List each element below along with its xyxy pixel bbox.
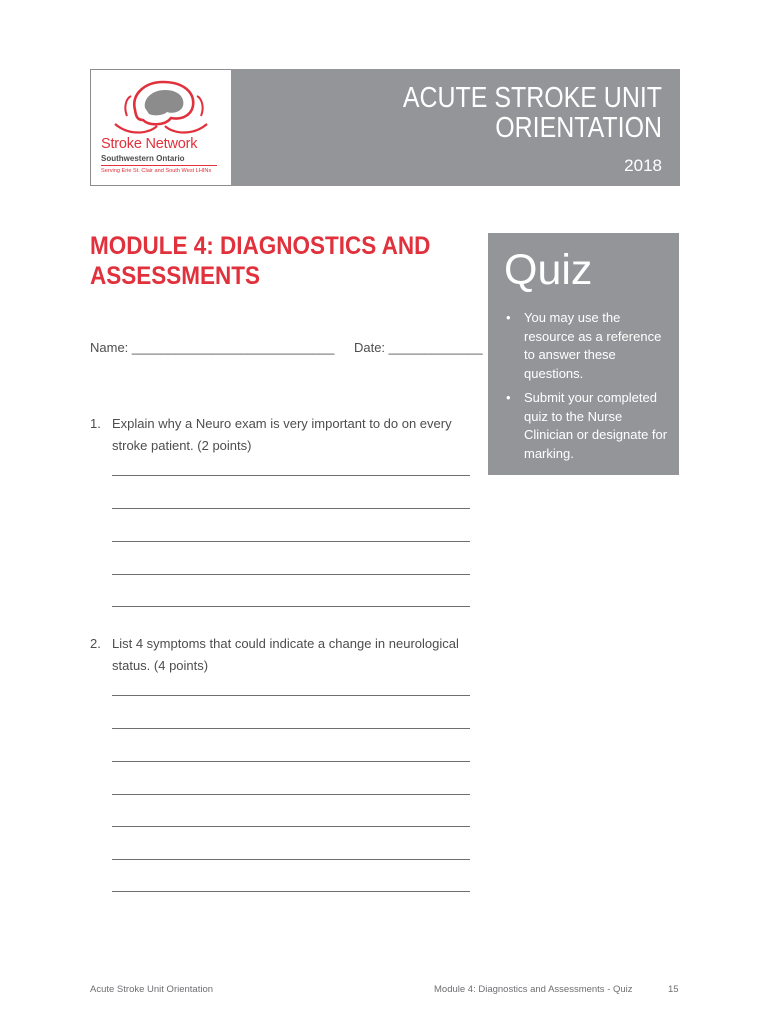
date-field[interactable]: Date: _____________ [353,340,483,355]
document-header [90,69,680,186]
quiz-instructions [504,309,672,469]
footer-document-name: Acute Stroke Unit Orientation [90,984,214,995]
document-title: ACUTE STROKE UNIT ORIENTATION [402,82,662,144]
page-number: 15 [668,984,679,995]
answer-line[interactable] [112,794,470,795]
answer-line[interactable] [112,826,470,827]
answer-line[interactable] [112,891,470,892]
quiz-panel [488,233,679,475]
answer-line[interactable] [112,541,470,542]
quiz-instruction-item [504,389,672,463]
header-band [231,69,680,186]
footer-section-name: Module 4: Diagnostics and Assessments - Quiz [434,984,633,995]
answer-line[interactable] [112,606,470,607]
module-title: MODULE 4: DIAGNOSTICS AND ASSESSMENTS [90,232,431,290]
answer-line[interactable] [112,508,470,509]
document-year: 2018 [624,156,662,175]
logo-name: Stroke Network [101,136,198,152]
name-field[interactable]: Name: ____________________________ [90,340,335,355]
question-number: 1. [90,416,101,431]
answer-line[interactable] [112,574,470,575]
answer-line[interactable] [112,728,470,729]
bullet-icon: • [506,310,511,325]
question-2 [90,633,475,677]
bullet-icon: • [506,390,511,405]
quiz-instruction-item [504,309,672,383]
answer-line[interactable] [112,859,470,860]
logo-region: Southwestern Ontario [101,154,217,166]
quiz-instruction-text: You may use the resource as a reference to answer these questions. [524,310,662,381]
stroke-network-logo [90,69,232,186]
answer-line[interactable] [112,761,470,762]
quiz-title: Quiz [504,246,593,294]
answer-line[interactable] [112,695,470,696]
question-number: 2. [90,636,101,651]
quiz-instruction-text: Submit your completed quiz to the Nurse Clinician or designate for marking. [524,390,668,461]
name-date-row [90,340,483,355]
brain-with-hands-logo-icon [105,76,217,138]
question-text: List 4 symptoms that could indicate a change in neurological status. (4 points) [112,636,459,673]
question-1 [90,413,475,457]
logo-tagline: Serving Erie St. Clair and South West LHINs [101,168,212,174]
answer-line[interactable] [112,475,470,476]
question-text: Explain why a Neuro exam is very important to do on every stroke patient. (2 points) [112,416,452,453]
